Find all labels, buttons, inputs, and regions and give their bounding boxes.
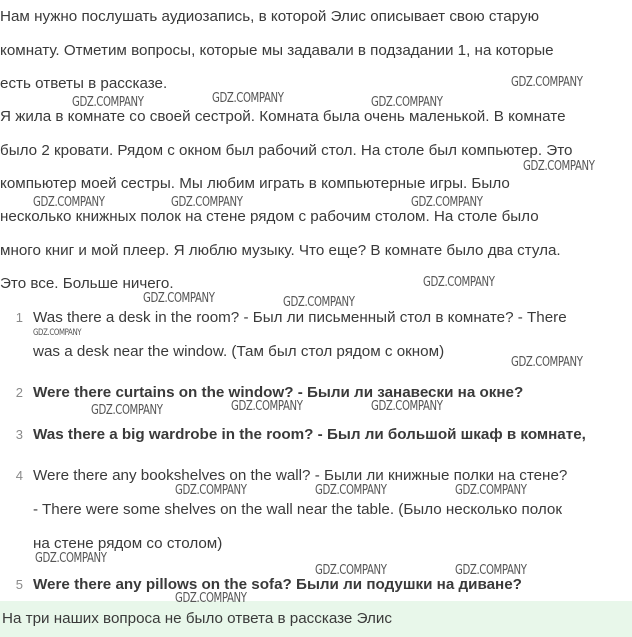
paragraph-line-4: Я жила в комнате со своей сестрой. Комната была очень маленькой. В комнате: [0, 108, 566, 125]
watermark: GDZ.COMPANY: [212, 91, 284, 106]
conclusion-bar: [0, 601, 632, 637]
paragraph-line-8: много книг и мой плеер. Я люблю музыку. Что еще? В комнате было два стула.: [0, 242, 561, 259]
watermark: GDZ.COMPANY: [511, 75, 583, 90]
question-1-text: Was there a desk in the room? - Был ли письменный стол в комнате? - There: [33, 309, 567, 326]
question-number: 3: [15, 427, 23, 442]
question-3-text: Was there a big wardrobe in the room? - Был ли большой шкаф в комнате,: [33, 426, 586, 443]
watermark: GDZ.COMPANY: [231, 399, 303, 414]
watermark: GDZ.COMPANY: [33, 195, 105, 210]
question-number: 4: [15, 468, 23, 483]
question-4-text: Were there any bookshelves on the wall? - Были ли книжные полки на стене?: [33, 467, 568, 484]
paragraph-line-9: Это все. Больше ничего.: [0, 275, 174, 292]
paragraph-line-2: комнату. Отметим вопросы, которые мы задавали в подзадании 1, на которые: [0, 42, 554, 59]
watermark: GDZ.COMPANY: [371, 399, 443, 414]
conclusion-text: На три наших вопроса не было ответа в рассказе Элис: [2, 610, 392, 627]
question-4-answer-line-2: на стене рядом со столом): [33, 535, 223, 552]
paragraph-line-6: компьютер моей сестры. Мы любим играть в компьютерные игры. Было: [0, 175, 510, 192]
paragraph-line-5: было 2 кровати. Рядом с окном был рабочий стол. На столе был компьютер. Это: [0, 142, 573, 159]
watermark: GDZ.COMPANY: [315, 483, 387, 498]
question-2-text: Were there curtains on the window? - Были ли занавески на окне?: [33, 384, 524, 401]
watermark: GDZ.COMPANY: [371, 95, 443, 110]
question-4-answer-line-1: - There were some shelves on the wall near the table. (Было несколько полок: [33, 501, 562, 518]
watermark: GDZ.COMPANY: [511, 355, 583, 370]
watermark: GDZ.COMPANY: [523, 159, 595, 174]
paragraph-line-3: есть ответы в рассказе.: [0, 75, 168, 92]
watermark: GDZ.COMPANY: [423, 275, 495, 290]
question-number: 2: [15, 385, 23, 400]
question-number: 5: [15, 577, 23, 592]
watermark: GDZ.COMPANY: [72, 95, 144, 110]
watermark: GDZ.COMPANY: [455, 563, 527, 578]
watermark: GDZ.COMPANY: [143, 291, 215, 306]
watermark: GDZ.COMPANY: [315, 563, 387, 578]
question-1-answer: was a desk near the window. (Там был стол рядом с окном): [33, 343, 445, 360]
watermark: GDZ.COMPANY: [171, 195, 243, 210]
watermark: GDZ.COMPANY: [33, 328, 82, 338]
watermark: GDZ.COMPANY: [283, 295, 355, 310]
paragraph-line-1: Нам нужно послушать аудиозапись, в которой Элис описывает свою старую: [0, 8, 539, 25]
paragraph-line-7: несколько книжных полок на стене рядом с рабочим столом. На столе было: [0, 208, 539, 225]
watermark: GDZ.COMPANY: [411, 195, 483, 210]
question-number: 1: [15, 310, 23, 325]
watermark: GDZ.COMPANY: [175, 483, 247, 498]
watermark: GDZ.COMPANY: [91, 403, 163, 418]
question-5-text: Were there any pillows on the sofa? Были ли подушки на диване?: [33, 576, 522, 593]
watermark: GDZ.COMPANY: [455, 483, 527, 498]
watermark: GDZ.COMPANY: [175, 591, 247, 606]
watermark: GDZ.COMPANY: [35, 551, 107, 566]
